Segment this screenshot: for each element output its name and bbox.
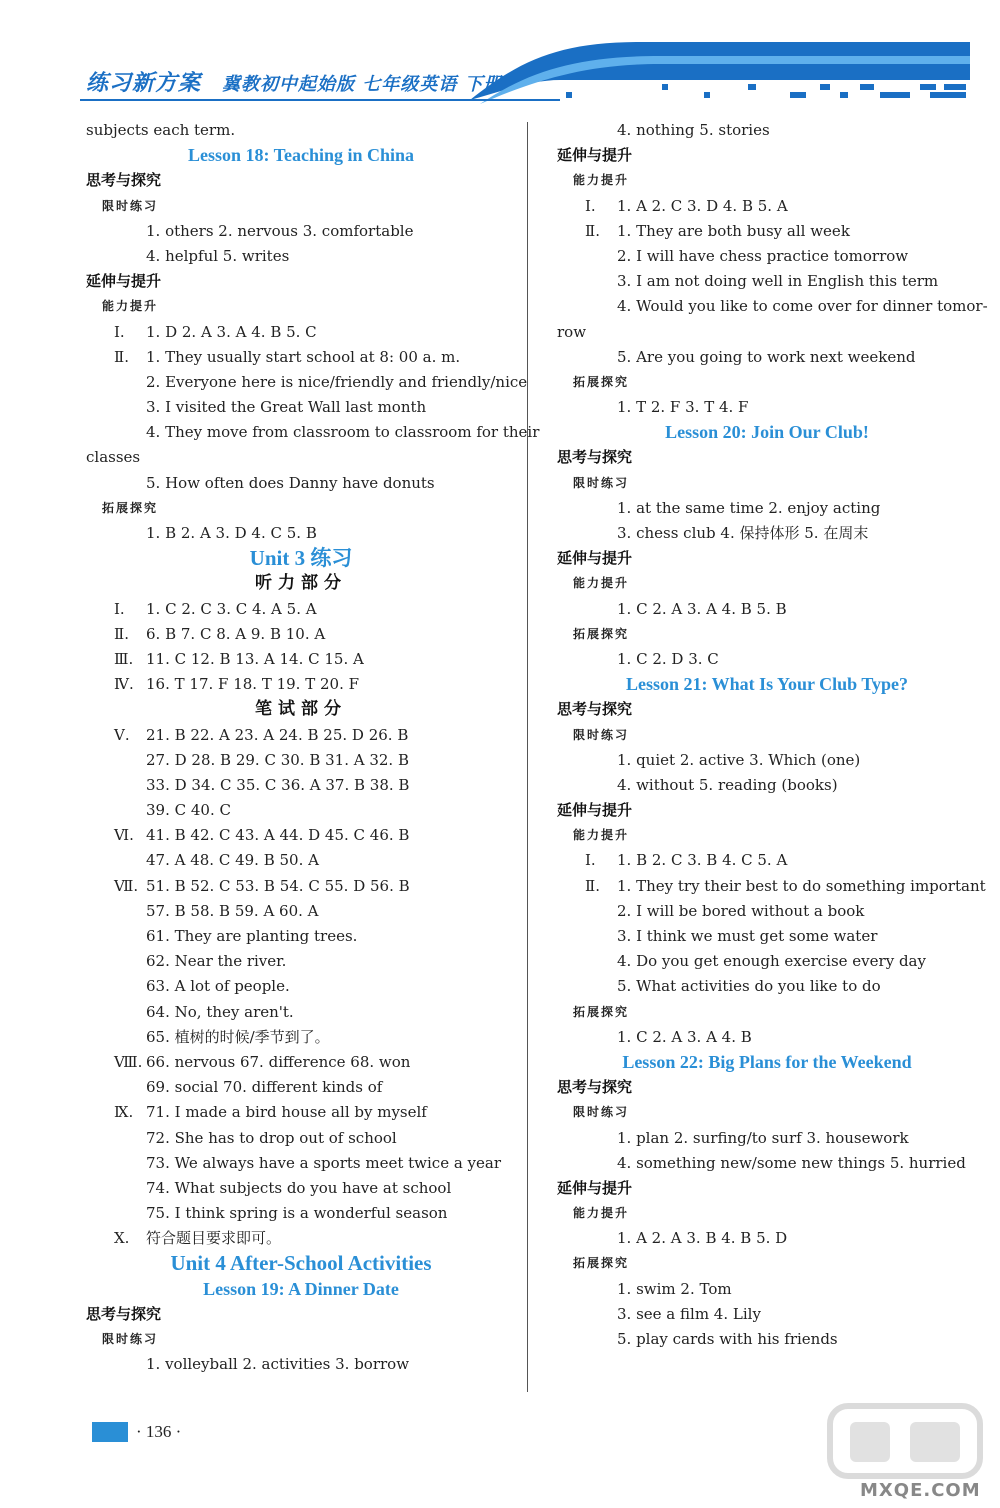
line-text: 拓展探究: [573, 374, 630, 389]
left-answer-line: [86, 1201, 516, 1226]
left-answer-line: [86, 974, 516, 999]
line-text: 51. B 52. C 53. B 54. C 55. D 56. B: [146, 876, 410, 895]
line-text: 2. I will be bored without a book: [617, 901, 865, 920]
line-text: 拓展探究: [573, 1004, 630, 1019]
line-text: 65. 植树的时候/季节到了。: [146, 1027, 330, 1046]
left-answer-line: [86, 370, 528, 395]
line-text: 69. social 70. different kinds of: [146, 1078, 383, 1097]
left-answer-line: [86, 395, 516, 420]
line-text: 1. A 2. A 3. B 4. B 5. D: [617, 1229, 788, 1248]
left-column: [86, 118, 540, 1377]
left-answer-line: [86, 320, 516, 345]
footer-color-bar: [92, 1422, 128, 1442]
line-text: 73. We always have a sports meet twice a year: [146, 1153, 502, 1172]
line-text: 1. volleyball 2. activities 3. borrow: [146, 1355, 410, 1374]
left-answer-line: [86, 1176, 516, 1201]
right-answer-line: [557, 874, 986, 899]
line-text: 72. She has to drop out of school: [146, 1128, 397, 1147]
line-text: Lesson 20: Join Our Club!: [665, 422, 869, 443]
left-answer-line: [86, 1126, 516, 1151]
line-text: 思考与探究: [557, 1078, 633, 1097]
roman-numeral: Ⅱ.: [585, 876, 600, 895]
left-answer-line: [86, 748, 516, 773]
left-answer-line: [86, 622, 516, 647]
right-subsection-heading: [557, 370, 977, 395]
line-text: 4. helpful 5. writes: [146, 246, 290, 265]
line-text: 5. play cards with his friends: [617, 1330, 838, 1348]
line-text: 4. They move from classroom to classroom for their: [146, 423, 540, 442]
line-text: 5. How often does Danny have donuts: [146, 473, 435, 492]
line-text: 1. at the same time 2. enjoy acting: [617, 498, 881, 517]
left-unit-heading: [86, 546, 516, 571]
right-answer-line: [557, 1302, 977, 1327]
roman-numeral: Ⅸ.: [114, 1103, 134, 1122]
line-text: Unit 3 练习: [249, 546, 353, 571]
line-text: 41. B 42. C 43. A 44. D 45. C 46. B: [146, 826, 410, 845]
right-answer-line: [557, 294, 988, 319]
line-text: 1. C 2. A 3. A 4. B 5. B: [617, 599, 787, 618]
right-answer-line: [557, 1126, 977, 1151]
line-text: 拓展探究: [102, 500, 159, 515]
line-text: 延伸与提升: [557, 1178, 633, 1197]
right-answer-line: [557, 647, 977, 672]
right-answer-line: [557, 244, 977, 269]
left-answer-line: [86, 244, 516, 269]
line-text: 39. C 40. C: [146, 801, 231, 820]
left-section-heading: [86, 1302, 516, 1327]
line-text: 47. A 48. C 49. B 50. A: [146, 851, 319, 870]
right-answer-line: [557, 521, 977, 546]
line-text: 2. Everyone here is nice/friendly and friendly/nice: [146, 372, 528, 391]
right-answer-line: [557, 924, 977, 949]
line-text: row: [557, 322, 587, 341]
line-text: 符合题目要求即可。: [146, 1229, 282, 1248]
right-answer-line: [557, 949, 977, 974]
line-text: 33. D 34. C 35. C 36. A 37. B 38. B: [146, 775, 410, 794]
line-text: 思考与探究: [86, 1304, 162, 1323]
left-answer-line: [86, 899, 516, 924]
right-answer-line: [557, 773, 977, 798]
line-text: 71. I made a bird house all by myself: [146, 1103, 427, 1122]
line-text: 听力部分: [255, 573, 347, 594]
right-answer-line: [557, 1277, 977, 1302]
line-text: 63. A lot of people.: [146, 977, 290, 996]
line-text: 61. They are planting trees.: [146, 927, 358, 945]
left-answer-line: [86, 1100, 516, 1125]
line-text: 1. C 2. A 3. A 4. B: [617, 1027, 752, 1046]
line-text: 能力提升: [573, 1206, 630, 1221]
line-text: 延伸与提升: [557, 146, 633, 165]
line-text: subjects each term.: [86, 121, 236, 139]
right-answer-line: [557, 118, 977, 143]
line-text: 拓展探究: [573, 626, 630, 641]
line-text: 3. I visited the Great Wall last month: [146, 398, 427, 417]
line-text: 1. C 2. C 3. C 4. A 5. A: [146, 599, 317, 618]
right-answer-line: [557, 1327, 977, 1352]
line-text: 延伸与提升: [86, 272, 162, 291]
left-answer-line: [86, 949, 516, 974]
line-text: 11. C 12. B 13. A 14. C 15. A: [146, 649, 364, 668]
left-unit-heading: [86, 1251, 516, 1276]
line-text: 4. Do you get enough exercise every day: [617, 952, 926, 971]
right-section-heading: [557, 1075, 977, 1100]
left-subsection-heading: [86, 194, 516, 219]
line-text: 66. nervous 67. difference 68. won: [146, 1052, 411, 1071]
line-text: 限时练习: [102, 198, 159, 213]
left-answer-line: [86, 848, 516, 873]
left-answer-line: [86, 647, 516, 672]
line-text: 1. B 2. A 3. D 4. C 5. B: [146, 524, 317, 542]
right-answer-line: [557, 848, 977, 873]
left-subsection-heading: [86, 294, 516, 319]
line-text: 4. nothing 5. stories: [617, 121, 770, 139]
line-text: 1. They try their best to do something important: [617, 876, 986, 895]
roman-numeral: Ⅰ.: [114, 322, 125, 341]
line-text: 6. B 7. C 8. A 9. B 10. A: [146, 624, 326, 643]
right-subsection-heading: [557, 1000, 977, 1025]
left-answer-line: [86, 471, 516, 496]
line-text: 能力提升: [573, 173, 630, 188]
right-answer-line: [557, 597, 977, 622]
left-answer-line: [86, 1151, 516, 1176]
line-text: 62. Near the river.: [146, 952, 287, 971]
right-subsection-heading: [557, 571, 977, 596]
line-text: 1. swim 2. Tom: [617, 1279, 732, 1298]
left-subsection-heading: [86, 1327, 516, 1352]
left-lesson-heading: [86, 1277, 516, 1302]
line-text: 能力提升: [573, 576, 630, 591]
right-subsection-heading: [557, 1251, 977, 1276]
right-section-heading: [557, 1176, 977, 1201]
watermark-text: MXQE.COM: [860, 1480, 981, 1501]
left-part-heading: [86, 697, 516, 722]
right-answer-line: [557, 395, 977, 420]
left-answer-line: [86, 773, 516, 798]
right-subsection-heading: [557, 471, 977, 496]
line-text: 能力提升: [573, 828, 630, 843]
right-answer-line: [557, 974, 977, 999]
left-answer-line: [86, 1000, 516, 1025]
line-text: 1. C 2. D 3. C: [617, 649, 719, 668]
roman-numeral: Ⅴ.: [114, 725, 130, 744]
left-answer-line: [86, 345, 516, 370]
left-subsection-heading: [86, 496, 516, 521]
line-text: 1. quiet 2. active 3. Which (one): [617, 750, 861, 769]
line-text: classes: [86, 448, 141, 467]
right-section-heading: [557, 143, 977, 168]
right-subsection-heading: [557, 823, 977, 848]
left-section-heading: [86, 269, 516, 294]
right-section-heading: [557, 798, 977, 823]
line-text: 2. I will have chess practice tomorrow: [617, 246, 909, 265]
roman-numeral: Ⅱ.: [114, 347, 129, 366]
line-text: 1. A 2. C 3. D 4. B 5. A: [617, 196, 788, 215]
right-lesson-heading: [557, 1050, 977, 1075]
line-text: 思考与探究: [86, 171, 162, 190]
line-text: 能力提升: [102, 299, 159, 314]
line-text: 笔试部分: [255, 699, 347, 720]
line-text: 5. What activities do you like to do: [617, 977, 881, 996]
line-text: 限时练习: [573, 727, 630, 742]
right-answer-line: [557, 899, 977, 924]
right-subsection-heading: [557, 723, 977, 748]
line-text: 思考与探究: [557, 448, 633, 467]
line-text: Unit 4 After-School Activities: [170, 1251, 432, 1276]
line-text: Lesson 21: What Is Your Club Type?: [625, 674, 909, 695]
left-answer-line: [86, 1226, 516, 1251]
right-answer-line: [557, 219, 977, 244]
right-answer-line: [557, 320, 977, 345]
right-answer-line: [557, 269, 977, 294]
right-section-heading: [557, 697, 977, 722]
left-answer-line: [86, 823, 516, 848]
left-answer-line: [86, 445, 516, 470]
left-answer-line: [86, 723, 516, 748]
roman-numeral: Ⅵ.: [114, 826, 134, 845]
right-answer-line: [557, 748, 977, 773]
roman-numeral: Ⅹ.: [114, 1229, 130, 1248]
line-text: 64. No, they aren't.: [146, 1002, 294, 1021]
right-column: [557, 118, 988, 1352]
right-answer-line: [557, 1025, 977, 1050]
left-answer-line: [86, 1025, 516, 1050]
line-text: 限时练习: [102, 1332, 159, 1346]
line-text: 4. Would you like to come over for dinner tomor-: [617, 297, 988, 316]
book-subtitle: 冀教初中起始版 七年级英语 下册: [222, 74, 503, 95]
line-text: 3. I am not doing well in English this term: [617, 272, 939, 291]
line-text: 拓展探究: [573, 1256, 630, 1271]
line-text: 4. without 5. reading (books): [617, 775, 838, 794]
right-subsection-heading: [557, 1201, 977, 1226]
line-text: Lesson 18: Teaching in China: [187, 145, 415, 166]
left-section-heading: [86, 168, 516, 193]
roman-numeral: Ⅳ.: [114, 675, 134, 694]
line-text: 3. I think we must get some water: [617, 927, 878, 945]
line-text: 1. plan 2. surfing/to surf 3. housework: [617, 1128, 909, 1147]
left-answer-line: [86, 874, 516, 899]
left-answer-line: [86, 1352, 516, 1377]
line-text: 1. D 2. A 3. A 4. B 5. C: [146, 322, 317, 341]
right-subsection-heading: [557, 622, 977, 647]
line-text: 16. T 17. F 18. T 19. T 20. F: [146, 675, 360, 694]
right-section-heading: [557, 546, 977, 571]
roman-numeral: Ⅱ.: [585, 221, 600, 240]
page-header: [0, 0, 1000, 110]
right-answer-line: [557, 496, 977, 521]
left-answer-line: [86, 798, 516, 823]
left-answer-line: [86, 521, 516, 546]
line-text: 21. B 22. A 23. A 24. B 25. D 26. B: [146, 725, 409, 744]
left-answer-line: [86, 672, 516, 697]
roman-numeral: Ⅷ.: [114, 1052, 143, 1071]
line-text: 1. B 2. C 3. B 4. C 5. A: [617, 851, 788, 870]
line-text: 1. T 2. F 3. T 4. F: [617, 398, 749, 417]
right-subsection-heading: [557, 168, 977, 193]
left-answer-line: [86, 924, 516, 949]
line-text: 57. B 58. B 59. A 60. A: [146, 901, 319, 920]
left-answer-line: [86, 1050, 516, 1075]
right-answer-line: [557, 194, 977, 219]
right-lesson-heading: [557, 672, 977, 697]
right-section-heading: [557, 445, 977, 470]
line-text: 27. D 28. B 29. C 30. B 31. A 32. B: [146, 750, 409, 769]
line-text: 限时练习: [573, 1105, 630, 1120]
line-text: 5. Are you going to work next weekend: [617, 347, 916, 366]
roman-numeral: Ⅰ.: [585, 851, 596, 870]
book-title: 练习新方案: [86, 70, 202, 96]
line-text: 限时练习: [573, 475, 630, 490]
line-text: 3. see a film 4. Lily: [617, 1304, 761, 1323]
line-text: 1. They usually start school at 8: 00 a. m.: [146, 347, 461, 366]
line-text: 4. something new/some new things 5. hurried: [617, 1153, 966, 1172]
roman-numeral: Ⅰ.: [585, 196, 596, 215]
left-answer-line: [86, 420, 540, 445]
left-part-heading: [86, 571, 516, 596]
line-text: Lesson 22: Big Plans for the Weekend: [622, 1051, 912, 1072]
roman-numeral: Ⅶ.: [114, 876, 139, 895]
roman-numeral: Ⅲ.: [114, 649, 134, 668]
left-answer-line: [86, 1075, 516, 1100]
left-lesson-heading: [86, 143, 516, 168]
left-answer-line: [86, 219, 516, 244]
line-text: 思考与探究: [557, 700, 633, 719]
right-lesson-heading: [557, 420, 977, 445]
left-answer-line: [86, 597, 516, 622]
line-text: Lesson 19: A Dinner Date: [203, 1278, 399, 1299]
line-text: 延伸与提升: [557, 549, 633, 568]
line-text: 延伸与提升: [557, 801, 633, 820]
right-answer-line: [557, 1151, 977, 1176]
column-divider: [527, 122, 528, 1392]
line-text: 74. What subjects do you have at school: [146, 1178, 452, 1197]
left-answer-line: [86, 118, 516, 143]
right-answer-line: [557, 1226, 977, 1251]
roman-numeral: Ⅱ.: [114, 624, 129, 643]
line-text: 3. chess club 4. 保持体形 5. 在周末: [617, 524, 869, 542]
line-text: 1. They are both busy all week: [617, 221, 850, 240]
roman-numeral: Ⅰ.: [114, 599, 125, 618]
right-answer-line: [557, 345, 977, 370]
right-subsection-heading: [557, 1100, 977, 1125]
line-text: 1. others 2. nervous 3. comfortable: [146, 221, 414, 240]
page-number: · 136 ·: [136, 1422, 182, 1441]
line-text: 75. I think spring is a wonderful season: [146, 1204, 448, 1223]
